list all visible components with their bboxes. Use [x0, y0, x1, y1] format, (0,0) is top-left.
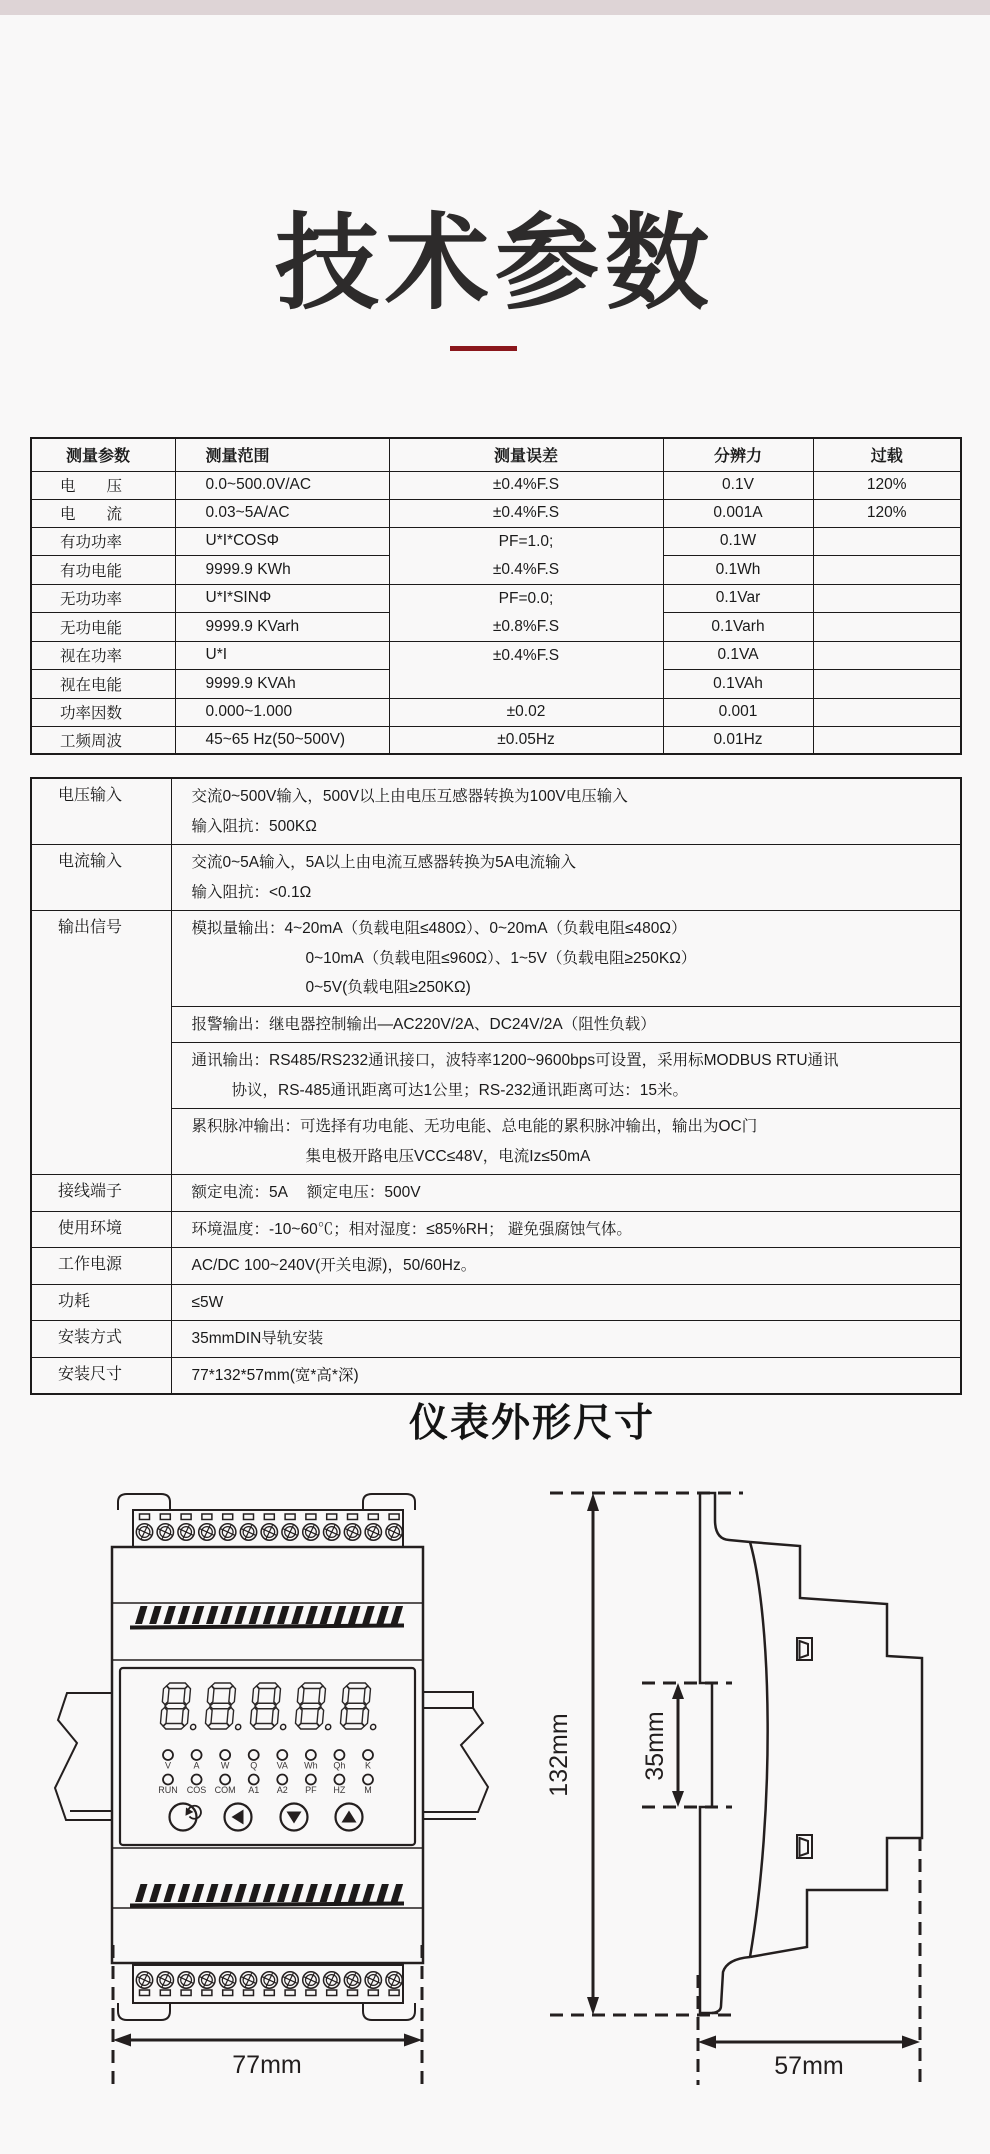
spec-table-cell	[813, 584, 961, 613]
spec-table-cell: 120%	[813, 499, 961, 527]
detail-row-value: 77*132*57mm(宽*高*深)	[171, 1357, 961, 1394]
spec-table-cell: U*I*COSΦ	[175, 527, 389, 556]
terminal-screw	[261, 1972, 277, 1988]
detail-row-value	[171, 911, 961, 1175]
cycle-button	[170, 1804, 201, 1831]
led-indicator	[334, 1775, 344, 1785]
spec-table-cell: 0.0~500.0V/AC	[175, 471, 389, 499]
din-rail-right	[423, 1692, 488, 1819]
terminal-screw	[220, 1972, 236, 1988]
detail-sub-row: 通讯输出：RS485/RS232通讯接口，波特率1200~9600bps可设置，采用标MODBUS RTU通讯 协议，RS-485通讯距离可达1公里；RS-232通讯距离可达：15米。	[172, 1042, 961, 1108]
spec-table-cell	[813, 613, 961, 642]
terminal-screw	[199, 1524, 215, 1540]
detail-table-row	[31, 1357, 961, 1394]
spec-table-cell: 工频周波	[31, 726, 175, 754]
up-arrow-icon	[342, 1811, 357, 1823]
led-indicator	[277, 1750, 287, 1760]
terminal-screw	[157, 1972, 173, 1988]
spec-table-cell: 0.1V	[663, 471, 813, 499]
spec-table-row	[31, 698, 961, 726]
down-button	[281, 1804, 308, 1831]
detail-table-row	[31, 1284, 961, 1321]
spec-table-cell: 9999.9 KVAh	[175, 670, 389, 699]
down-arrow-icon	[287, 1812, 302, 1824]
side-step-profile	[750, 1542, 922, 1957]
spec-table-cell: ±0.4%F.S	[389, 471, 663, 499]
side-back-edge	[700, 1493, 718, 2013]
page-title: 技术参数	[274, 205, 715, 322]
led-indicator	[192, 1750, 202, 1760]
terminal-screws-bottom	[136, 1972, 402, 1996]
led-label: HZ	[333, 1785, 346, 1795]
led-label: A1	[248, 1785, 260, 1795]
led-indicator	[192, 1775, 202, 1785]
led-label: COS	[186, 1785, 207, 1795]
led-indicators	[158, 1750, 373, 1795]
detail-row-label: 功耗	[31, 1284, 171, 1321]
terminal-screw	[386, 1524, 402, 1540]
led-label: PF	[305, 1785, 317, 1795]
terminal-screw	[282, 1524, 298, 1540]
led-indicator	[249, 1775, 259, 1785]
detail-sub-row: 累积脉冲输出：可选择有功电能、无功电能、总电能的累积脉冲输出，输出为OC门 集电极开路电压VCC≤48V，电流Iz≤50mA	[172, 1108, 961, 1174]
spec-table-row	[31, 471, 961, 499]
front-view	[55, 1494, 488, 2020]
spec-table-cell: U*I*SINΦ	[175, 584, 389, 613]
detail-table-row	[31, 845, 961, 911]
detail-spec-table	[30, 777, 962, 1395]
spec-header-cell: 过载	[813, 438, 961, 471]
led-indicator	[334, 1750, 344, 1760]
led-label: M	[364, 1785, 372, 1795]
dimensions-section-title: 仪表外形尺寸	[408, 1402, 655, 1446]
spec-table-cell	[813, 698, 961, 726]
spec-header-cell: 测量范围	[175, 438, 389, 471]
rail-clip-lower	[797, 1835, 812, 1858]
spec-table-cell	[813, 726, 961, 754]
led-label: VA	[276, 1760, 288, 1771]
led-label: RUN	[158, 1785, 178, 1795]
terminal-screw	[199, 1972, 215, 1988]
spec-table-cell: 0.1Var	[663, 584, 813, 613]
terminal-screw	[324, 1972, 340, 1988]
spec-table-cell: ±0.02	[389, 698, 663, 726]
spec-header-cell: 分辨力	[663, 438, 813, 471]
terminal-screw	[303, 1524, 319, 1540]
seven-segment-digit	[160, 1683, 200, 1730]
spec-table-cell: 45~65 Hz(50~500V)	[175, 726, 389, 754]
detail-row-value: 35mmDIN导轨安装	[171, 1321, 961, 1358]
spec-table-row	[31, 726, 961, 754]
up-button	[336, 1804, 363, 1831]
rail-clip-upper	[797, 1638, 812, 1660]
spec-table-cell: 0.01Hz	[663, 726, 813, 754]
detail-row-value: 额定电流：5A 额定电压：500V	[171, 1175, 961, 1212]
led-label: V	[164, 1760, 172, 1771]
spec-table-cell: PF=1.0; ±0.4%F.S	[389, 527, 663, 584]
mounting-ear-top-left	[118, 1494, 170, 1510]
terminal-screw	[178, 1524, 194, 1540]
detail-row-label: 输出信号	[31, 911, 171, 1175]
mounting-ear-bottom-right	[363, 2003, 415, 2020]
side-bottom-clip	[712, 1957, 750, 2013]
spec-table-cell: 9999.9 KWh	[175, 556, 389, 585]
detail-row-label: 安装方式	[31, 1321, 171, 1358]
top-accent-bar	[0, 0, 990, 15]
spec-table-cell	[813, 641, 961, 670]
spec-table-cell: 0.1VAh	[663, 670, 813, 699]
terminal-screw	[365, 1972, 381, 1988]
decimal-point	[325, 1724, 331, 1729]
led-indicator	[277, 1775, 287, 1785]
dimension-drawing	[40, 1440, 960, 2100]
terminal-screw	[240, 1524, 256, 1540]
depth-dimension-label: 57mm	[774, 2052, 844, 2080]
decimal-point	[280, 1724, 286, 1729]
led-label: COM	[214, 1785, 236, 1795]
side-front-curve	[750, 1542, 768, 1957]
spec-table-cell: 视在电能	[31, 670, 175, 699]
terminal-screw	[365, 1524, 381, 1540]
decimal-point	[190, 1724, 196, 1729]
spec-table-row	[31, 499, 961, 527]
spec-table-cell: 电 压	[31, 471, 175, 499]
measurement-spec-table	[30, 437, 962, 755]
spec-table-cell: 无功电能	[31, 613, 175, 642]
detail-row-value: AC/DC 100~240V(开关电源)，50/60Hz。	[171, 1248, 961, 1285]
detail-row-label: 电流输入	[31, 845, 171, 911]
spec-table-cell: U*I	[175, 641, 389, 670]
detail-table-row	[31, 911, 961, 1175]
detail-row-value: 交流0~5A输入，5A以上由电流互感器转换为5A电流输入 输入阻抗：<0.1Ω	[171, 845, 961, 911]
detail-table-row	[31, 1211, 961, 1248]
detail-sub-row: 模拟量输出：4~20mA（负载电阻≤480Ω）、0~20mA（负载电阻≤480Ω） 0~10mA（负载电阻≤960Ω）、1~5V（负载电阻≥250KΩ） 0~5V(负载电阻≥250KΩ)	[191, 920, 697, 996]
led-label: Q	[250, 1760, 258, 1771]
detail-row-label: 使用环境	[31, 1211, 171, 1248]
left-arrow-icon	[232, 1810, 244, 1825]
led-indicator	[220, 1750, 230, 1760]
led-label: Qh	[333, 1760, 346, 1771]
led-indicator	[163, 1750, 173, 1760]
terminal-screw	[136, 1524, 152, 1540]
vent-strip-bottom	[130, 1884, 404, 1906]
terminal-screw	[282, 1972, 298, 1988]
led-indicator	[249, 1750, 259, 1760]
title-divider	[450, 346, 517, 351]
display-digits	[160, 1683, 380, 1730]
spec-table-cell: 0.1W	[663, 527, 813, 556]
spec-table-header	[31, 438, 961, 471]
led-label: A2	[276, 1785, 288, 1795]
nav-buttons	[170, 1804, 363, 1831]
width-dimension	[113, 2034, 422, 2080]
terminal-screw	[344, 1972, 360, 1988]
spec-table-cell: 视在功率	[31, 641, 175, 670]
detail-table-row	[31, 1321, 961, 1358]
terminal-screw	[178, 1972, 194, 1988]
led-label: K	[364, 1760, 371, 1771]
spec-table-cell: 0.001A	[663, 499, 813, 527]
detail-row-label: 接线端子	[31, 1175, 171, 1212]
detail-row-value: 交流0~500V输入，500V以上由电压互感器转换为100V电压输入 输入阻抗：500KΩ	[171, 778, 961, 845]
detail-row-label: 电压输入	[31, 778, 171, 845]
detail-table-row	[31, 1175, 961, 1212]
depth-dimension	[698, 2036, 920, 2081]
detail-row-value: ≤5W	[171, 1284, 961, 1321]
spec-table-row	[31, 584, 961, 613]
spec-table-cell: PF=0.0; ±0.8%F.S	[389, 584, 663, 641]
seven-segment-digit	[205, 1683, 245, 1730]
spec-table-cell: ±0.4%F.S	[389, 499, 663, 527]
din-rail-left	[55, 1693, 112, 1820]
decimal-point	[370, 1724, 376, 1729]
terminal-screw	[324, 1524, 340, 1540]
spec-table-cell: ±0.05Hz	[389, 726, 663, 754]
spec-table-cell: ±0.4%F.S	[389, 641, 663, 698]
detail-sub-row: 报警输出：继电器控制输出—AC220V/2A、DC24V/2A（阻性负载）	[172, 1006, 961, 1043]
terminal-screw	[261, 1524, 277, 1540]
seven-segment-digit	[340, 1683, 380, 1730]
display-panel	[120, 1668, 415, 1845]
spec-table-cell: 0.1Varh	[663, 613, 813, 642]
seven-segment-digit	[295, 1683, 335, 1730]
spec-table-cell	[813, 527, 961, 556]
led-indicator	[306, 1775, 316, 1785]
terminal-screw	[157, 1524, 173, 1540]
height-dimension	[545, 1493, 599, 2015]
terminal-screw	[136, 1972, 152, 1988]
width-dimension-label: 77mm	[232, 2051, 302, 2079]
led-indicator	[306, 1750, 316, 1760]
terminal-screw	[220, 1524, 236, 1540]
spec-header-cell: 测量误差	[389, 438, 663, 471]
led-label: Wh	[304, 1760, 318, 1771]
spec-table-cell: 9999.9 KVarh	[175, 613, 389, 642]
height-dimension-label: 132mm	[545, 1713, 573, 1797]
led-indicator	[220, 1775, 230, 1785]
left-button	[225, 1804, 252, 1831]
vent-strip-top	[130, 1606, 404, 1628]
terminal-screw	[303, 1972, 319, 1988]
spec-table-cell: 有功电能	[31, 556, 175, 585]
spec-table-cell: 120%	[813, 471, 961, 499]
terminal-screws-top	[136, 1514, 402, 1540]
terminal-screw	[240, 1972, 256, 1988]
seven-segment-digit	[250, 1683, 290, 1730]
spec-table-cell: 0.001	[663, 698, 813, 726]
led-label: A	[193, 1760, 200, 1771]
spec-table-cell: 0.1VA	[663, 641, 813, 670]
spec-table-cell	[813, 556, 961, 585]
rail-dimension	[641, 1683, 684, 1807]
detail-row-value: 环境温度：-10~60℃；相对湿度：≤85%RH； 避免强腐蚀气体。	[171, 1211, 961, 1248]
detail-table-row	[31, 1248, 961, 1285]
spec-table-cell	[813, 670, 961, 699]
led-indicator	[363, 1750, 373, 1760]
detail-row-label: 安装尺寸	[31, 1357, 171, 1394]
spec-table-cell: 0.000~1.000	[175, 698, 389, 726]
detail-row-label: 工作电源	[31, 1248, 171, 1285]
detail-table-row	[31, 778, 961, 845]
terminal-screw	[344, 1524, 360, 1540]
mounting-ear-bottom-left	[118, 2003, 170, 2020]
spec-table-cell: 有功功率	[31, 527, 175, 556]
spec-table-cell: 无功功率	[31, 584, 175, 613]
mounting-ear-top-right	[363, 1494, 415, 1510]
spec-table-row	[31, 641, 961, 670]
led-label: W	[220, 1760, 230, 1771]
led-indicator	[163, 1775, 173, 1785]
rail-dimension-label: 35mm	[641, 1711, 669, 1781]
side-view	[700, 1493, 922, 2013]
spec-table-cell: 电 流	[31, 499, 175, 527]
spec-table-cell: 功率因数	[31, 698, 175, 726]
decimal-point	[235, 1724, 241, 1729]
spec-table-cell: 0.1Wh	[663, 556, 813, 585]
spec-table-row	[31, 527, 961, 556]
side-top-clip	[700, 1493, 750, 1542]
terminal-screw	[386, 1972, 402, 1988]
spec-header-cell: 测量参数	[31, 438, 175, 471]
led-indicator	[363, 1775, 373, 1785]
spec-table-cell: 0.03~5A/AC	[175, 499, 389, 527]
